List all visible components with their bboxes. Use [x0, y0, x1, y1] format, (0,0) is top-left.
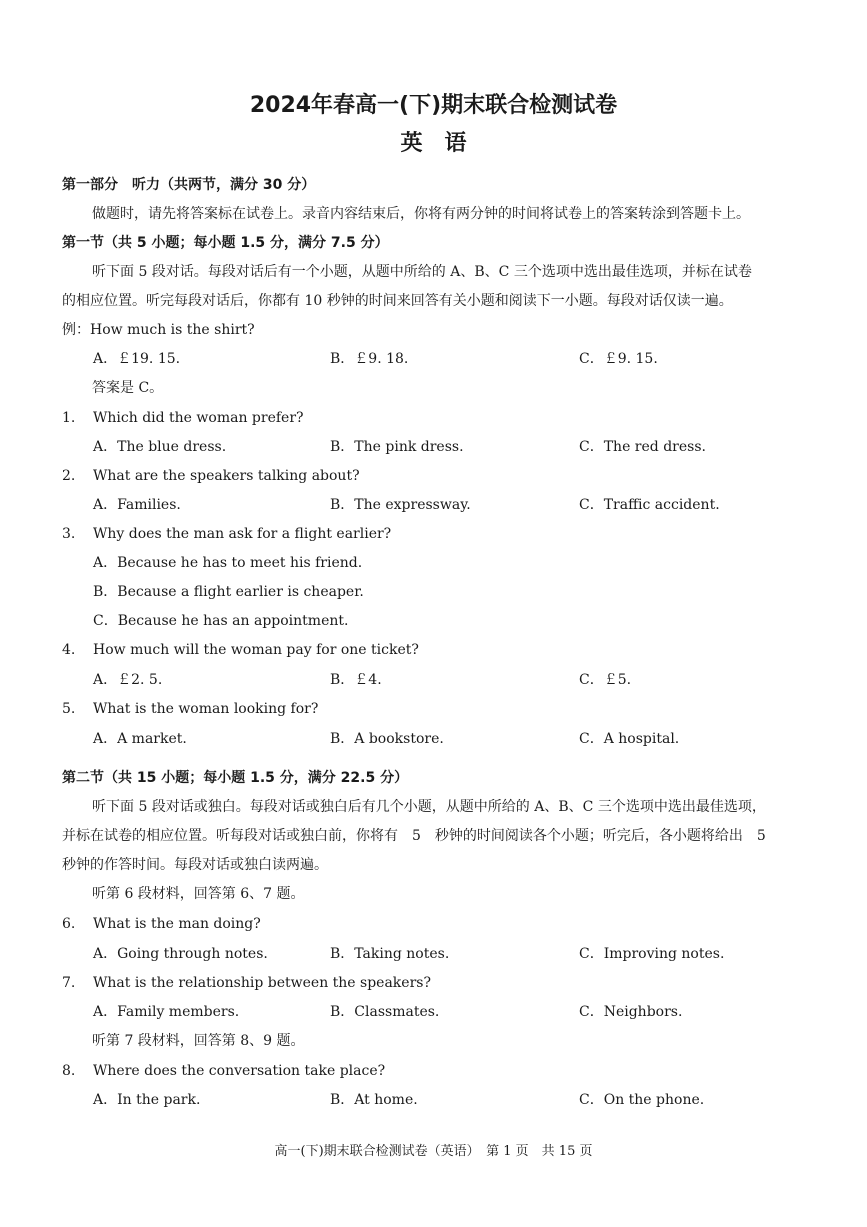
- section1-instruction-line2: 的相应位置。听完每段对话后，你都有 10 秒钟的时间来回答有关小题和阅读下一小题。每段对话仅读一遍。: [62, 293, 733, 309]
- example-answer: 答案是 C。: [92, 380, 164, 396]
- example-option-c: C．￡9. 15.: [579, 351, 658, 367]
- section2-instruction-line1: 听下面 5 段对话或独白。每段对话或独白后有几个小题，从题中所给的 A、B、C 三个选项中选出最佳选项，: [92, 799, 766, 815]
- option-a: A．Because he has to meet his friend.: [93, 555, 363, 571]
- page-footer: 高一(下)期末联合检测试卷（英语） 第 1 页 共 15 页: [274, 1144, 593, 1159]
- material-6-note: 听第 6 段材料，回答第 6、7 题。: [92, 886, 305, 902]
- section1-instruction-line1: 听下面 5 段对话。每段对话后有一个小题，从题中所给的 A、B、C 三个选项中选出最佳选项，并标在试卷: [92, 264, 752, 280]
- section2-instruction-line2: 并标在试卷的相应位置。听每段对话或独白前，你将有 5 秒钟的时间阅读各个小题；听完后，各小题将给出 5: [62, 828, 766, 844]
- question-number: 2.: [62, 468, 76, 484]
- option-a: A．Family members.: [93, 1004, 240, 1020]
- option-c: C．Improving notes.: [579, 946, 725, 962]
- example-option-a: A．￡19. 15.: [93, 351, 181, 367]
- part1-instruction: 做题时，请先将答案标在试卷上。录音内容结束后，你将有两分钟的时间将试卷上的答案转涂到答题卡上。: [92, 206, 750, 222]
- option-b: B．At home.: [330, 1092, 418, 1108]
- example-option-b: B．￡9. 18.: [330, 351, 409, 367]
- option-b: B．￡4.: [330, 672, 382, 688]
- option-c: C．The red dress.: [579, 439, 706, 455]
- section1-heading: 第一节（共 5 小题；每小题 1.5 分，满分 7.5 分）: [62, 235, 389, 251]
- option-a: A．A market.: [93, 731, 187, 747]
- question-text: What is the woman looking for?: [93, 701, 319, 717]
- question-number: 3.: [62, 526, 76, 542]
- option-c: C．A hospital.: [579, 731, 680, 747]
- option-b: B．A bookstore.: [330, 731, 444, 747]
- question-text: What is the man doing?: [93, 916, 261, 932]
- question-text: What are the speakers talking about?: [93, 468, 360, 484]
- question-number: 7.: [62, 975, 76, 991]
- question-text: What is the relationship between the speakers?: [93, 975, 431, 991]
- option-b: B．Taking notes.: [330, 946, 450, 962]
- option-a: A．In the park.: [93, 1092, 201, 1108]
- section2-instruction-line3: 秒钟的作答时间。每段对话或独白读两遍。: [62, 857, 328, 873]
- option-a: A．￡2. 5.: [93, 672, 163, 688]
- section2-heading: 第二节（共 15 小题；每小题 1.5 分，满分 22.5 分）: [62, 770, 409, 786]
- subject-title: 英语: [400, 131, 489, 156]
- question-number: 8.: [62, 1063, 76, 1079]
- question-number: 4.: [62, 642, 76, 658]
- option-b: B．Because a flight earlier is cheaper.: [93, 584, 364, 600]
- material-7-note: 听第 7 段材料，回答第 8、9 题。: [92, 1033, 305, 1049]
- question-text: Why does the man ask for a flight earlier?: [93, 526, 392, 542]
- option-c: C．On the phone.: [579, 1092, 705, 1108]
- part1-heading: 第一部分 听力（共两节，满分 30 分）: [62, 177, 316, 193]
- option-b: B．Classmates.: [330, 1004, 440, 1020]
- option-a: A．The blue dress.: [93, 439, 227, 455]
- question-number: 5.: [62, 701, 76, 717]
- option-a: A．Families.: [93, 497, 181, 513]
- page-title: 2024年春高一(下)期末联合检测试卷: [249, 93, 618, 118]
- example-question: 例：How much is the shirt?: [62, 322, 255, 338]
- option-a: A．Going through notes.: [93, 946, 268, 962]
- option-b: B．The pink dress.: [330, 439, 464, 455]
- question-number: 1.: [62, 410, 76, 426]
- question-number: 6.: [62, 916, 76, 932]
- option-c: C．Because he has an appointment.: [93, 613, 349, 629]
- question-text: How much will the woman pay for one ticket?: [93, 642, 419, 658]
- option-c: C．Neighbors.: [579, 1004, 683, 1020]
- question-text: Where does the conversation take place?: [93, 1063, 386, 1079]
- question-text: Which did the woman prefer?: [93, 410, 304, 426]
- option-c: C．￡5.: [579, 672, 632, 688]
- option-c: C．Traffic accident.: [579, 497, 720, 513]
- option-b: B．The expressway.: [330, 497, 471, 513]
